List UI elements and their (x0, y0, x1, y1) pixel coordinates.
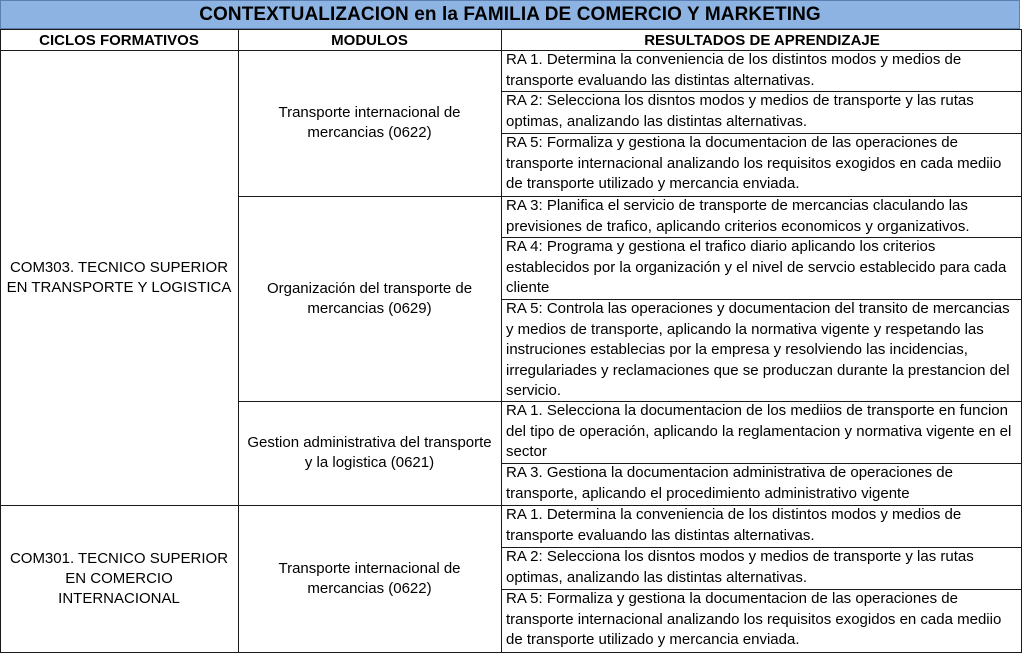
grid-line (1021, 29, 1022, 653)
modulo-cell (238, 196, 501, 401)
grid-line (0, 505, 1022, 506)
resultado-cell: RA 5: Formaliza y gestiona la documentacion de las operaciones de transporte internacional analizando los requisitos exogidos en cada mediio de transporte utilizado y mercancia enviada. (506, 134, 1002, 192)
ciclo-cell (0, 505, 238, 653)
modulo-cell (238, 50, 501, 196)
header-resultados: RESULTADOS DE APRENDIZAJE (644, 31, 880, 49)
resultado-cell: RA 3: Planifica el servicio de transporte de mercancias claculando las previsiones de trafico, aplicando criterios economicos y organizativos. (506, 197, 970, 235)
resultado-cell: RA 2: Selecciona los disntos modos y medios de transporte y las rutas optimas, analizando las distintas alternativas. (506, 92, 974, 130)
resultado-cell: RA 1. Determina la conveniencia de los distintos modos y medios de transporte evaluando las distintas alternativas. (506, 506, 962, 544)
grid-line (238, 29, 239, 653)
grid-line (238, 196, 1022, 197)
grid-line (501, 29, 502, 653)
header-modulos: MODULOS (331, 31, 408, 49)
grid-line (501, 133, 1022, 134)
grid-line (501, 299, 1022, 300)
resultado-cell: RA 4: Programa y gestiona el trafico diario aplicando los criterios establecidos por la organización y el nivel de servcio establecido para cada cliente (506, 238, 1007, 296)
grid-line (501, 463, 1022, 464)
resultado-cell: RA 3. Gestiona la documentacion administrativa de operaciones de transporte, aplicando el procedimiento administrativo vigente (506, 464, 953, 502)
modulo-name: Transporte internacional de mercancias (0622) (278, 560, 461, 597)
modulo-cell (238, 505, 501, 653)
grid-line (501, 547, 1022, 548)
resultado-cell: RA 1. Selecciona la documentacion de los mediios de transporte en funcion del tipo de operación, aplicando la reglamentacion y normativa vigente en el sector (506, 402, 1012, 460)
grid-line (0, 29, 1022, 30)
modulo-name: Gestion administrativa del transporte y la logistica (0621) (247, 434, 492, 471)
grid-line (0, 50, 1022, 51)
modulo-name: Transporte internacional de mercancias (0622) (278, 104, 461, 141)
table-title: CONTEXTUALIZACION en la FAMILIA DE COMERCIO Y MARKETING (0, 0, 1020, 29)
grid-line (501, 589, 1022, 590)
ciclo-name: COM301. TECNICO SUPERIOR EN COMERCIO INTERNACIONAL (9, 550, 229, 607)
ciclo-cell (0, 50, 238, 505)
modulo-cell (238, 401, 501, 505)
resultado-cell: RA 5: Formaliza y gestiona la documentacion de las operaciones de transporte internacional analizando los requisitos exogidos en cada mediio de transporte utilizado y mercancia enviada. (506, 590, 1002, 648)
grid-line (501, 91, 1022, 92)
grid-line (501, 237, 1022, 238)
resultado-cell: RA 5: Controla las operaciones y documentacion del transito de mercancias y medios de transporte, aplicando la normativa vigente y respetando las instruciones establecias por la empresa y resolviendo las incidencias, irregulariades y reclamaciones que se produczan durante la prestancion del servicio. (506, 300, 1010, 399)
modulo-name: Organización del transporte de mercancias (0629) (266, 279, 473, 317)
grid-line (0, 29, 1, 653)
grid-line (238, 401, 1022, 402)
ciclo-name: COM303. TECNICO SUPERIOR EN TRANSPORTE Y LOGISTICA (6, 258, 232, 296)
resultado-cell: RA 2: Selecciona los disntos modos y medios de transporte y las rutas optimas, analizando las distintas alternativas. (506, 548, 974, 586)
resultado-cell: RA 1. Determina la conveniencia de los distintos modos y medios de transporte evaluando las distintas alternativas. (506, 51, 962, 89)
header-ciclos: CICLOS FORMATIVOS (39, 31, 199, 49)
